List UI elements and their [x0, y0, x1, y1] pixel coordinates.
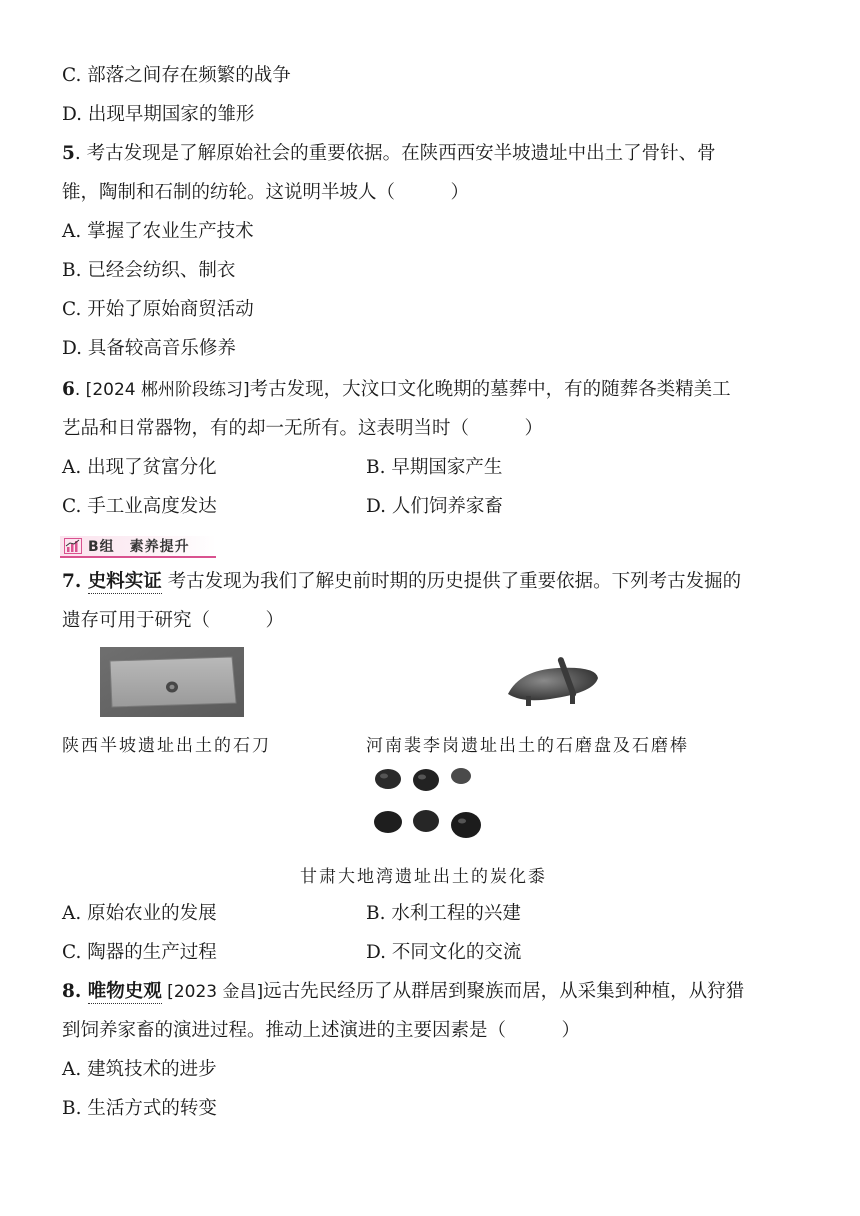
q5-stem-line2: 锥，陶制和石制的纺轮。这说明半坡人（ ）	[62, 182, 470, 203]
q6-text-1: 考古发现，大汶口文化晚期的墓葬中，有的随葬各类精美工	[249, 379, 731, 400]
q7-text-1: 考古发现为我们了解史前时期的历史提供了重要依据。下列考古发掘的	[161, 571, 742, 592]
q6-stem-line1	[62, 378, 731, 402]
q7-stem-line2: 遗存可用于研究（ ）	[62, 610, 285, 631]
q7-option-c: C. 陶器的生产过程	[62, 942, 217, 963]
q6-stem-line2: 艺品和日常器物，有的却一无所有。这表明当时（ ）	[62, 418, 544, 439]
q6-option-b: B. 早期国家产生	[366, 457, 503, 478]
carbonized-millet-image	[368, 763, 494, 845]
caption-carbonized-millet: 甘肃大地湾遗址出土的炭化黍	[300, 867, 547, 887]
q5-stem-line1	[62, 142, 716, 166]
group-b-banner	[60, 536, 216, 558]
q8-text-1: 远古先民经历了从群居到聚族而居，从采集到种植，从狩猎	[263, 981, 745, 1002]
q4-option-c: C. 部落之间存在频繁的战争	[62, 65, 291, 86]
q6-option-a: A. 出现了贫富分化	[62, 457, 217, 478]
group-b-label: B组 素养提升	[88, 539, 190, 555]
q5-option-b: B. 已经会纺织、制衣	[62, 260, 236, 281]
q8-tag: 唯物史观	[87, 981, 162, 1002]
q5-number: 5	[62, 143, 75, 164]
q7-number: 7	[62, 571, 75, 592]
q5-text-1: . 考古发现是了解原始社会的重要依据。在陕西西安半坡遗址中出土了骨针、骨	[74, 143, 716, 164]
q7-option-b: B. 水利工程的兴建	[366, 903, 521, 924]
q5-option-c: C. 开始了原始商贸活动	[62, 299, 254, 320]
q8-stem-line2: 到饲养家畜的演进过程。推动上述演进的主要因素是（ ）	[62, 1020, 581, 1041]
q6-option-d: D. 人们饲养家畜	[366, 496, 503, 517]
grinding-slab-image	[500, 652, 604, 712]
q6-option-c: C. 手工业高度发达	[62, 496, 217, 517]
q7-option-a: A. 原始农业的发展	[62, 903, 217, 924]
q8-stem-line1: 8. 唯物史观 [2023 金昌]远古先民经历了从群居到聚族而居，从采集到种植，从狩猎	[62, 981, 745, 1002]
q8-option-b: B. 生活方式的转变	[62, 1098, 217, 1119]
stone-knife-image	[100, 647, 244, 717]
q8-source: [2023 金昌]	[161, 982, 264, 1002]
q6-source: . [2024 郴州阶段练习]	[74, 380, 250, 400]
q5-option-d: D. 具备较高音乐修养	[62, 338, 236, 359]
bar-chart-icon	[64, 538, 82, 554]
q6-number: 6	[62, 379, 75, 400]
q7-tag: 史料实证	[87, 571, 162, 592]
caption-grinding-slab: 河南裴李岗遗址出土的石磨盘及石磨棒	[366, 736, 689, 756]
q8-option-a: A. 建筑技术的进步	[62, 1059, 217, 1080]
q4-option-d: D. 出现早期国家的雏形	[62, 104, 255, 125]
q5-option-a: A. 掌握了农业生产技术	[62, 221, 254, 242]
q7-option-d: D. 不同文化的交流	[366, 942, 522, 963]
caption-stone-knife: 陕西半坡遗址出土的石刀	[62, 736, 271, 756]
q8-number: 8	[62, 981, 75, 1002]
q7-stem-line1: 7. 史料实证 考古发现为我们了解史前时期的历史提供了重要依据。下列考古发掘的	[62, 571, 742, 592]
